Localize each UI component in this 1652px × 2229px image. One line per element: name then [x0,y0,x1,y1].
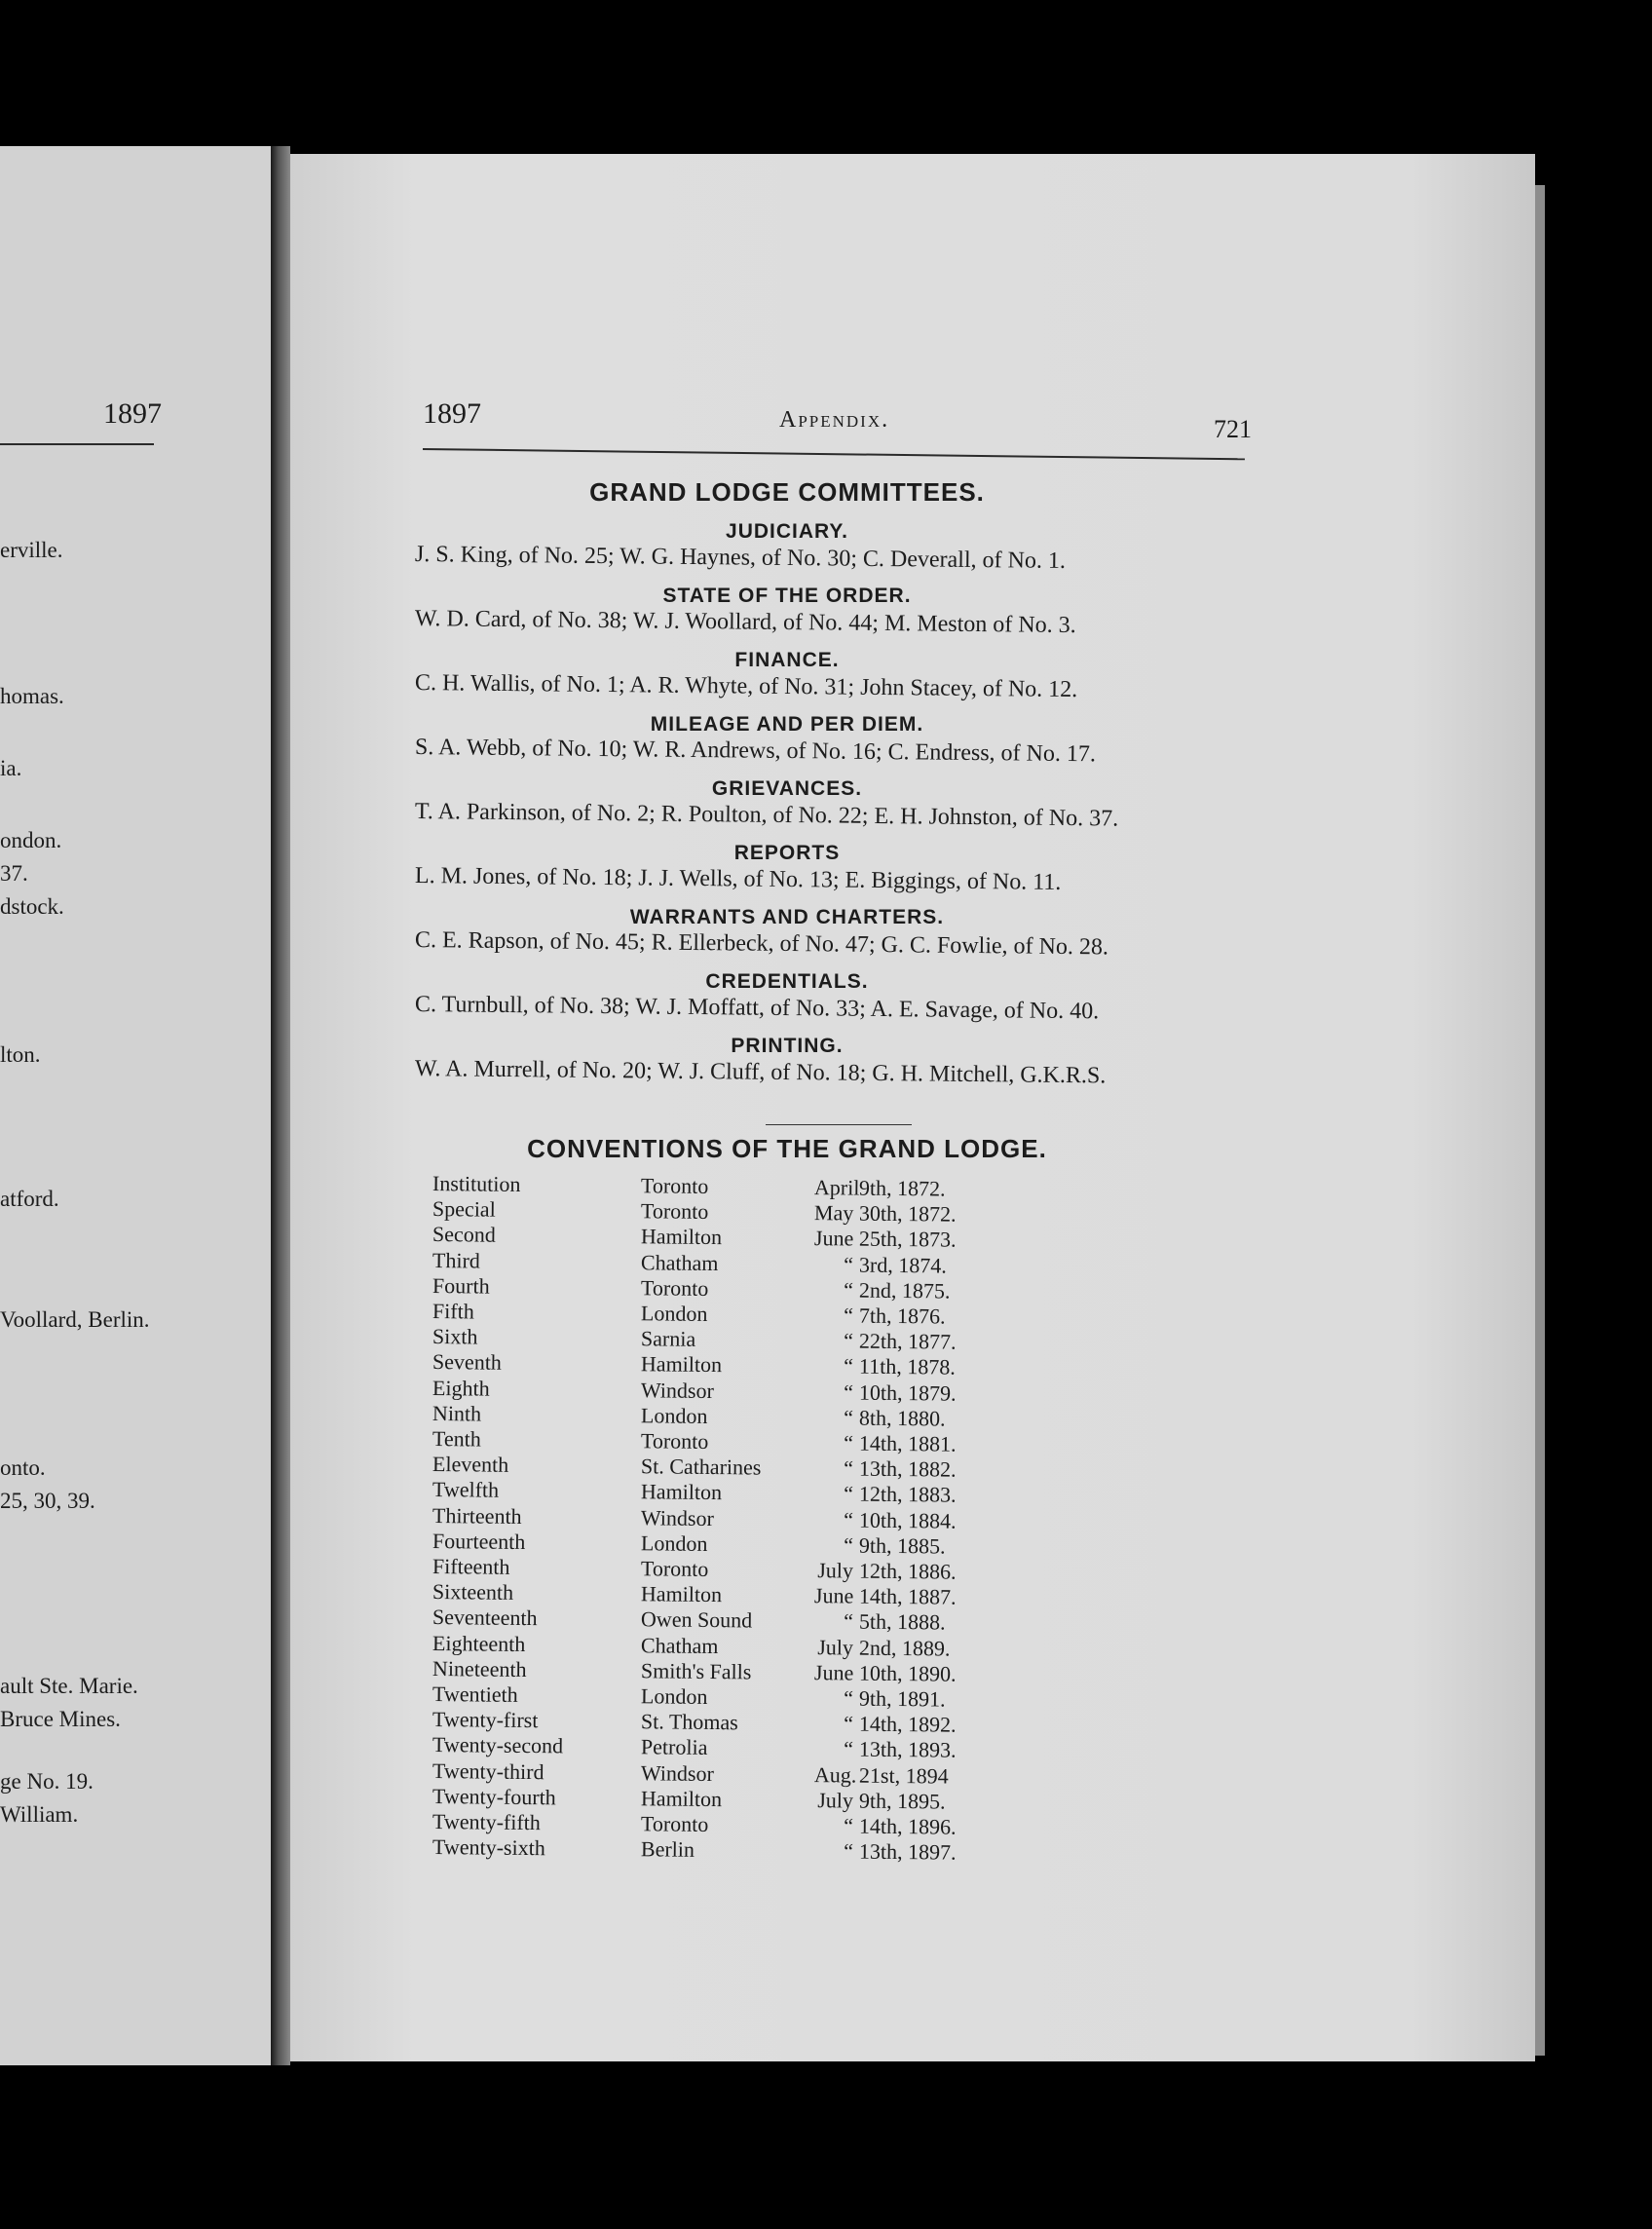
convention-ordinal: Ninth [432,1400,482,1426]
convention-place: Petrolia [640,1734,708,1760]
convention-date: 9th, 1891. [858,1685,946,1712]
left-fragment: onto. [0,1455,46,1480]
left-fragment: ge No. 19. [0,1769,94,1794]
convention-ordinal: Seventh [432,1349,503,1376]
left-fragment: homas. [0,684,64,708]
convention-place: London [640,1403,708,1428]
committee-members: W. D. Card, of No. 38; W. J. Woollard, of No. 44; M. Meston of No. 3. [414,606,1076,639]
right-page [290,154,1535,2061]
left-page [0,146,271,2065]
page-number: 721 [1214,415,1252,443]
left-fragment: William. [0,1802,79,1827]
running-head-title: Appendix. [779,407,890,433]
running-head-year: 1897 [423,397,481,430]
convention-ordinal: Twenty-first [432,1707,539,1733]
convention-ordinal: Fourteenth [432,1528,526,1554]
convention-date: 3rd, 1874. [858,1252,947,1278]
convention-date: 8th, 1880. [858,1405,946,1431]
convention-place: Toronto [640,1811,709,1836]
convention-place: Toronto [640,1428,709,1454]
convention-month: “ [844,1838,854,1864]
convention-date: 10th, 1879. [858,1379,957,1406]
convention-ordinal: Twenty-fifth [432,1809,542,1835]
convention-month: “ [844,1405,854,1430]
convention-date: 13th, 1882. [858,1455,957,1482]
convention-date: 12th, 1883. [858,1481,957,1508]
convention-ordinal: Institution [432,1171,521,1196]
convention-month: “ [844,1813,854,1838]
convention-ordinal: Seventeenth [432,1605,538,1631]
convention-ordinal: Second [432,1222,496,1248]
committee-name: CREDENTIALS. [705,970,869,993]
convention-date: 25th, 1873. [858,1226,957,1253]
convention-date: 21st, 1894 [858,1762,949,1789]
left-page-rule [0,443,154,445]
convention-date: 14th, 1892. [858,1711,957,1737]
convention-ordinal: Twenty-fourth [432,1783,556,1810]
convention-ordinal: Eleventh [432,1452,509,1478]
convention-place: Windsor [640,1377,715,1403]
committee-members: L. M. Jones, of No. 18; J. J. Wells, of No. 13; E. Biggings, of No. 11. [414,863,1062,895]
convention-date: 2nd, 1875. [858,1277,951,1303]
committees-title: GRAND LODGE COMMITTEES. [589,477,985,507]
convention-place: St. Thomas [640,1709,738,1735]
convention-month: “ [844,1736,854,1761]
convention-ordinal: Twenty-sixth [432,1834,545,1861]
committee-name: STATE OF THE ORDER. [662,585,912,607]
convention-place: London [640,1301,708,1326]
convention-month: July [817,1634,854,1660]
convention-place: Owen Sound [640,1606,753,1633]
committee-name: REPORTS [733,842,841,864]
convention-date: 22th, 1877. [858,1328,957,1354]
convention-place: Hamilton [640,1351,723,1378]
convention-month: July [817,1787,854,1813]
convention-month: June [813,1226,854,1251]
committee-name: MILEAGE AND PER DIEM. [650,713,924,736]
convention-place: London [640,1530,708,1556]
left-fragment: erville. [0,538,63,562]
convention-date: 7th, 1876. [858,1303,946,1329]
convention-place: Smith's Falls [640,1658,752,1684]
convention-ordinal: Eighteenth [432,1630,526,1656]
convention-month: “ [844,1303,854,1328]
convention-date: 13th, 1897. [858,1838,957,1865]
convention-month: “ [844,1252,854,1277]
convention-place: St. Catharines [640,1454,762,1480]
convention-month: “ [844,1430,854,1455]
convention-ordinal: Thirteenth [432,1502,522,1529]
convention-ordinal: Fifteenth [432,1554,510,1579]
left-fragment: 37. [0,861,28,886]
convention-date: 12th, 1886. [858,1558,957,1584]
conventions-title: CONVENTIONS OF THE GRAND LODGE. [527,1134,1047,1163]
convention-ordinal: Nineteenth [432,1655,527,1681]
convention-place: Toronto [640,1275,709,1301]
convention-date: 9th, 1885. [858,1532,946,1559]
committee-members: W. A. Murrell, of No. 20; W. J. Cluff, of No. 18; G. H. Mitchell, G.K.R.S. [414,1056,1107,1089]
convention-date: 10th, 1884. [858,1507,957,1533]
convention-place: Toronto [640,1173,709,1198]
committee-members: C. E. Rapson, of No. 45; R. Ellerbeck, of No. 47; G. C. Fowlie, of No. 28. [414,927,1109,961]
convention-month: “ [844,1379,854,1405]
convention-month: “ [844,1328,854,1353]
convention-month: June [813,1659,854,1685]
convention-month: Aug. [813,1761,857,1788]
left-page-year: 1897 [103,397,162,430]
committee-name: GRIEVANCES. [711,777,863,800]
convention-month: “ [844,1455,854,1481]
convention-month: “ [844,1608,854,1634]
convention-place: Hamilton [640,1479,723,1505]
committee-name: WARRANTS AND CHARTERS. [629,906,945,928]
convention-place: Hamilton [640,1786,723,1811]
convention-date: 10th, 1890. [858,1660,957,1686]
header-rule [423,448,1245,460]
convention-place: Toronto [640,1198,709,1225]
section-divider [766,1124,912,1125]
convention-ordinal: Sixth [432,1324,478,1349]
convention-place: Chatham [640,1249,719,1275]
committee-members: S. A. Webb, of No. 10; W. R. Andrews, of No. 16; C. Endress, of No. 17. [414,735,1097,768]
convention-place: Windsor [640,1504,715,1530]
convention-date: 13th, 1893. [858,1736,957,1763]
convention-place: Hamilton [640,1224,723,1250]
left-fragment: Voollard, Berlin. [0,1307,150,1332]
convention-ordinal: Twelfth [432,1477,500,1503]
left-fragment: ondon. [0,828,62,852]
committee-members: T. A. Parkinson, of No. 2; R. Poulton, of No. 22; E. H. Johnston, of No. 37. [414,799,1119,832]
convention-place: Berlin [640,1836,695,1863]
convention-ordinal: Tenth [432,1426,481,1452]
left-fragment: ault Ste. Marie. [0,1674,138,1698]
convention-ordinal: Sixteenth [432,1579,514,1606]
convention-date: 11th, 1878. [858,1353,956,1380]
book-gutter [271,146,290,2065]
convention-date: 9th, 1872. [858,1175,946,1201]
left-fragment: Bruce Mines. [0,1707,121,1731]
convention-ordinal: Fifth [432,1299,474,1324]
convention-month: “ [844,1532,854,1558]
left-fragment: 25, 30, 39. [0,1489,95,1513]
convention-month: “ [844,1685,854,1711]
convention-place: Windsor [640,1759,715,1786]
convention-month: “ [844,1507,854,1532]
convention-date: 14th, 1881. [858,1430,957,1456]
convention-place: Toronto [640,1556,709,1581]
convention-month: July [817,1558,854,1583]
committee-name: FINANCE. [734,649,840,671]
convention-ordinal: Special [432,1196,496,1222]
convention-month: May [813,1200,854,1226]
convention-place: Hamilton [640,1581,723,1607]
convention-ordinal: Twenty-second [432,1732,564,1758]
page-edge [1535,185,1545,2056]
convention-place: Chatham [640,1632,719,1658]
convention-ordinal: Twenty-third [432,1757,544,1784]
left-fragment: dstock. [0,894,64,919]
convention-place: London [640,1683,708,1709]
left-fragment: lton. [0,1042,41,1067]
convention-date: 5th, 1888. [858,1608,946,1635]
convention-month: “ [844,1711,854,1736]
committee-members: J. S. King, of No. 25; W. G. Haynes, of No. 30; C. Deverall, of No. 1. [414,542,1067,574]
convention-ordinal: Fourth [432,1272,490,1299]
committee-members: C. H. Wallis, of No. 1; A. R. Whyte, of No. 31; John Stacey, of No. 12. [414,670,1078,703]
convention-date: 14th, 1896. [858,1813,957,1839]
convention-date: 9th, 1895. [858,1788,946,1814]
convention-ordinal: Twentieth [432,1681,518,1707]
convention-date: 2nd, 1889. [858,1635,951,1661]
convention-month: “ [844,1481,854,1506]
committee-members: C. Turnbull, of No. 38; W. J. Moffatt, of No. 33; A. E. Savage, of No. 40. [414,992,1100,1025]
convention-date: 14th, 1887. [858,1583,957,1609]
convention-date: 30th, 1872. [858,1200,957,1227]
left-fragment: ia. [0,756,22,780]
convention-month: April [813,1175,860,1200]
convention-month: June [813,1583,854,1608]
convention-month: “ [844,1353,854,1379]
committee-name: JUDICIARY. [726,520,848,543]
convention-ordinal: Eighth [432,1375,490,1401]
convention-month: “ [844,1277,854,1303]
convention-place: Sarnia [640,1326,696,1352]
convention-ordinal: Third [432,1247,481,1273]
committee-name: PRINTING. [731,1035,844,1057]
left-fragment: atford. [0,1187,59,1211]
